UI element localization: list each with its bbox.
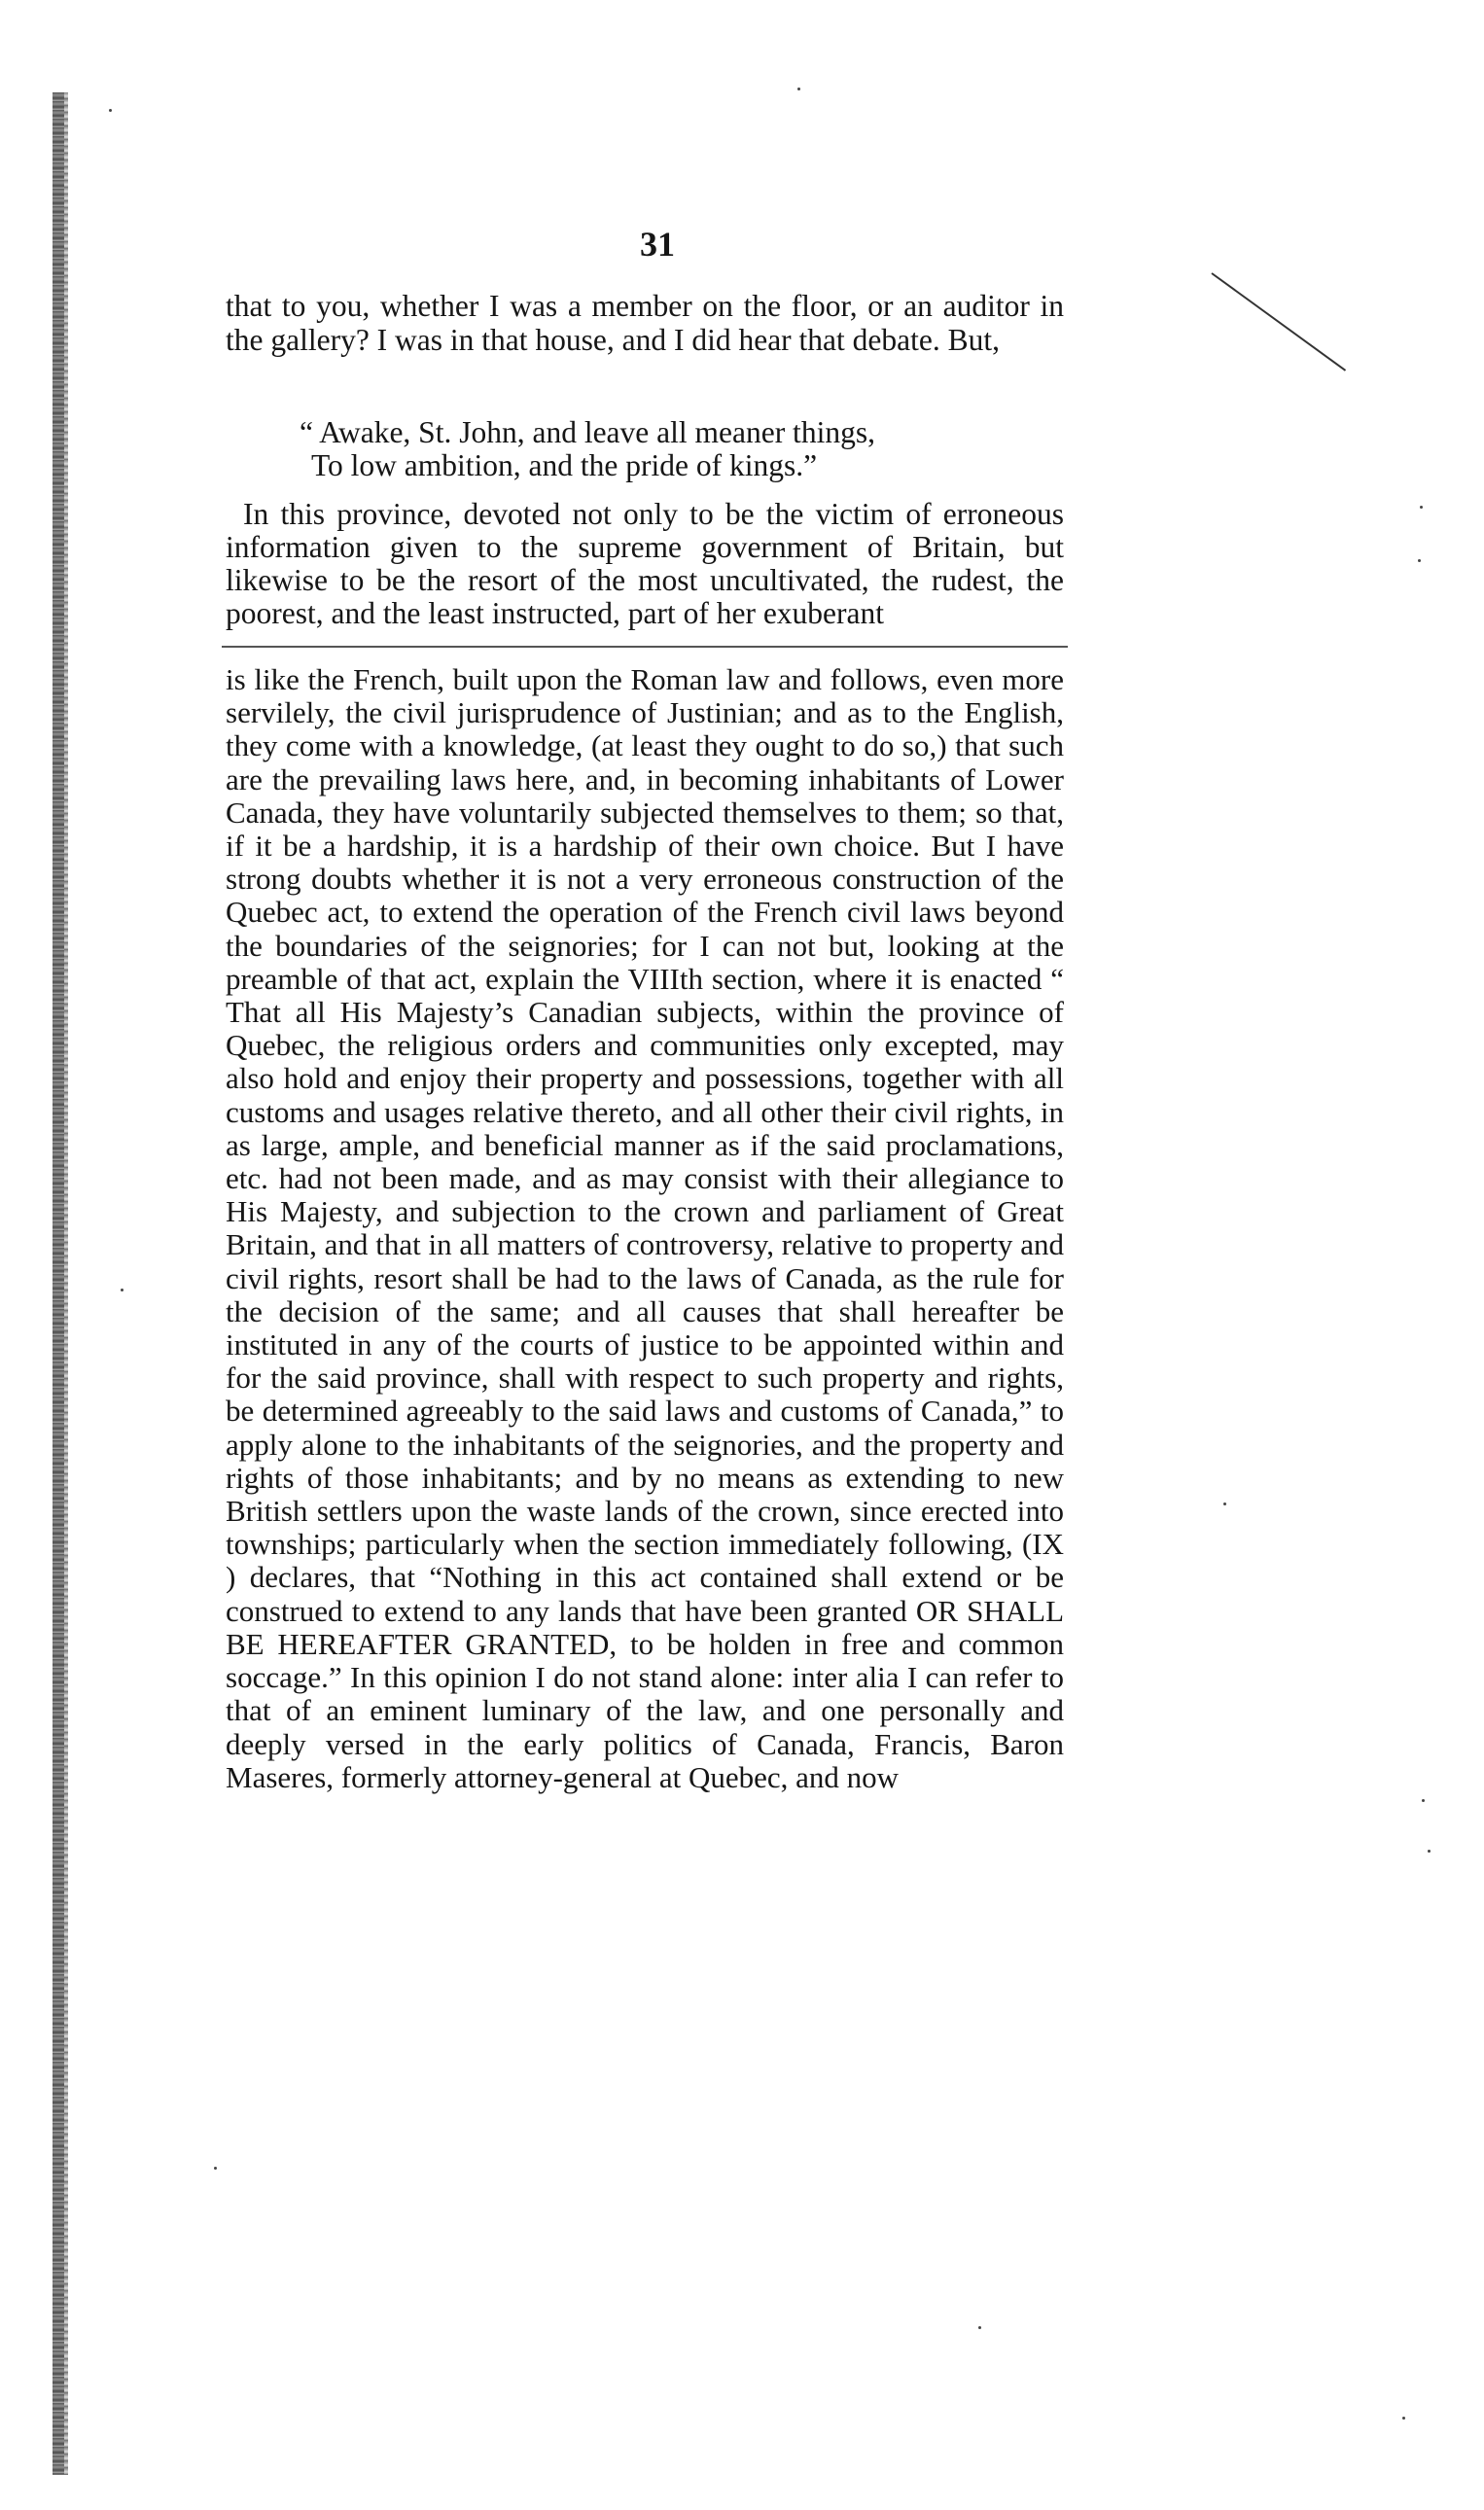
scan-speck	[214, 2167, 217, 2170]
verse-line-1: “ Awake, St. John, and leave all meaner things,	[300, 415, 875, 449]
binding-edge-shadow	[64, 92, 68, 2475]
scan-speck	[1418, 559, 1421, 562]
scan-speck	[1428, 1850, 1431, 1853]
scan-artifact-line	[1211, 272, 1346, 371]
scan-speck	[797, 88, 800, 90]
scan-speck	[1420, 506, 1423, 509]
binding-edge	[53, 92, 64, 2475]
intro-paragraph	[226, 498, 1064, 630]
scan-speck	[1223, 1502, 1226, 1505]
main-text	[226, 663, 1064, 1794]
scan-speck	[109, 109, 112, 112]
scan-speck	[978, 2326, 981, 2329]
scan-speck	[121, 1289, 124, 1291]
intro-paragraph-text: In this province, devoted not only to be the victim of erroneous information given to the supreme government of Britain, but likewise to be the resort of the most uncultivated, the rudest, the poorest, and the least instructed, part of her exuberant	[226, 497, 1064, 630]
verse-quotation	[300, 416, 980, 482]
page-number: 31	[640, 225, 675, 264]
main-paragraph: is like the French, built upon the Roman law and follows, even more servilely, the civil jurisprudence of Justinian; and as to the English, they come with a knowledge, (at least they ought to do so,) that such are the prevailing laws here, and, in becoming inhabitants of Lower Canada, they have voluntarily subjected themselves to them; so that, if it be a hardship, it is a hardship of their own choice. But I have strong doubts whether it is not a very erroneous construction of the Quebec act, to extend the operation of the French civil laws beyond the boundaries of the seignories; for I can not but, looking at the preamble of that act, explain the VIIIth section, where it is enacted “ That all His Majesty’s Canadian subjects, within the province of Quebec, the religious orders and communities only excepted, may also hold and enjoy their property and possessions, together with all customs and usages relative thereto, and all other their civil rights, in as large, ample, and beneficial manner as if the said proclamations, etc. had not been made, and as may consist with their allegiance to His Majesty, and subjection to the crown and parliament of Great Britain, and that in all matters of controversy, relative to property and civil rights, resort shall be had to the laws of Canada, as the rule for the decision of the same; and all causes that shall hereafter be instituted in any of the courts of justice to be appointed within and for the said province, shall with respect to such property and rights, be determined agreeably to the said laws and customs of Canada,” to apply alone to the inhabitants of the seignories, and the property and rights of those inhabitants; and by no means as extending to new British settlers upon the waste lands of the crown, since erected into townships; particularly when the section immediately following, (IX ) declares, that “Nothing in this act contained shall extend or be construed to extend to any lands that have been granted OR SHALL BE HEREAFTER GRANTED, to be holden in free and common soccage.” In this opinion I do not stand alone: inter alia I can refer to that of an eminent luminary of the law, and one personally and deeply versed in the early politics of Canada, Francis, Baron Maseres, formerly attorney-general at Quebec, and now	[226, 662, 1064, 1794]
top-paragraph: that to you, whether I was a member on the floor, or an auditor in the gallery? I was in that house, and I did hear that debate. But,	[226, 289, 1064, 357]
verse-line-2: To low ambition, and the pride of kings.”	[311, 448, 818, 482]
page-fold-divider	[222, 646, 1068, 648]
top-text	[226, 290, 1064, 357]
scan-speck	[1402, 2417, 1405, 2420]
scan-speck	[1422, 1799, 1425, 1802]
